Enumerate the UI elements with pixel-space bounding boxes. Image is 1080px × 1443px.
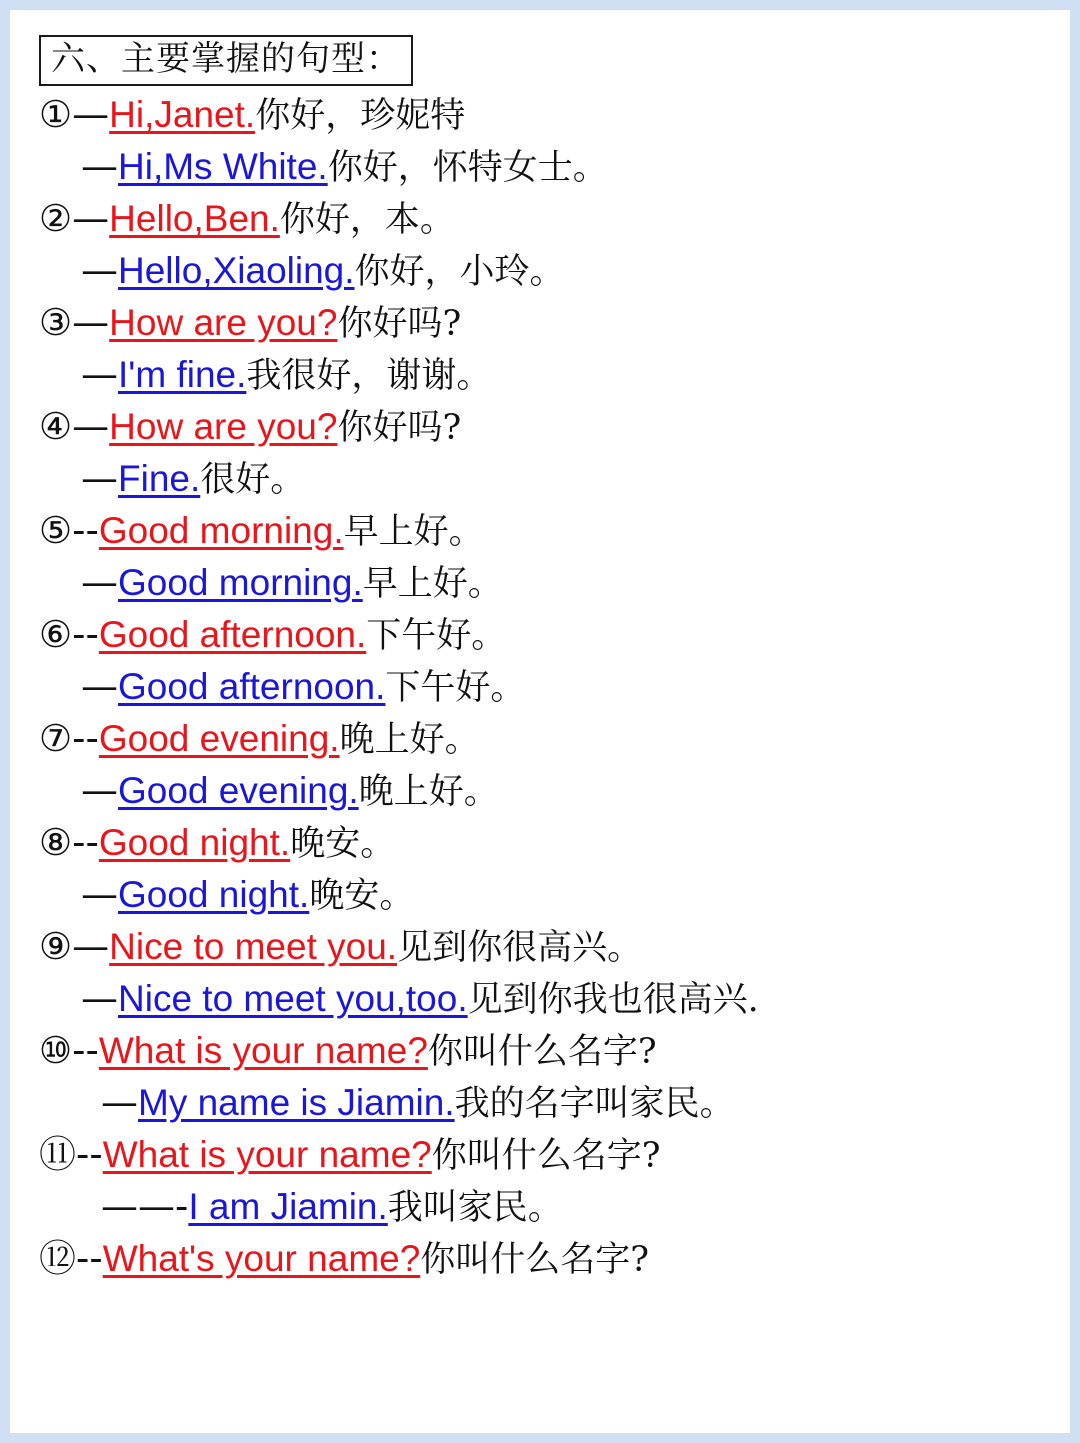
dialogue-dash: — [81, 249, 118, 293]
dialogue-dash: — [81, 561, 118, 605]
sentence-line [39, 561, 1041, 605]
dialogue-dash: -- [72, 1029, 99, 1073]
english-reply: Good evening. [118, 770, 359, 812]
sentence-line [39, 1185, 1041, 1229]
chinese-translation: 我很好，谢谢。 [246, 356, 492, 397]
sentence-line [39, 509, 1041, 553]
item-number: ⑫ [39, 1237, 76, 1281]
dialogue-dash: — [81, 145, 118, 189]
chinese-translation: 晚安。 [290, 824, 396, 865]
english-prompt: What is your name? [102, 1134, 432, 1176]
sentence-line [39, 769, 1041, 813]
chinese-translation: 你叫什么名字? [420, 1240, 650, 1281]
english-prompt: Hi,Janet. [109, 94, 256, 136]
dialogue-dash: — [72, 197, 110, 241]
dialogue-dash: — [81, 665, 118, 709]
english-prompt: Nice to meet you. [109, 926, 398, 968]
item-number: ⑤ [39, 509, 73, 553]
dialogue-dash: ——- [101, 1185, 189, 1229]
dialogue-dash: -- [76, 1133, 103, 1177]
sentence-line [39, 873, 1041, 917]
sentence-line [39, 665, 1041, 709]
item-number: ⑪ [39, 1133, 76, 1177]
dialogue-dash: — [72, 925, 110, 969]
item-number: ⑦ [39, 717, 73, 761]
page-title: 六、主要掌握的句型： [51, 39, 401, 79]
chinese-translation: 你好吗? [337, 408, 462, 449]
dialogue-dash: — [81, 873, 118, 917]
dialogue-dash: — [101, 1081, 138, 1125]
sentence-line [39, 1081, 1041, 1125]
sentence-line [39, 613, 1041, 657]
english-reply: Good morning. [118, 562, 363, 604]
english-reply: Nice to meet you,too. [118, 978, 468, 1020]
sentence-list [39, 93, 1041, 1281]
dialogue-dash: -- [72, 613, 99, 657]
sentence-line [39, 457, 1041, 501]
chinese-translation: 晚上好。 [339, 720, 480, 761]
chinese-translation: 你好，本。 [279, 200, 455, 241]
sentence-line [39, 197, 1041, 241]
item-number: ⑥ [39, 613, 73, 657]
sentence-line [39, 1133, 1041, 1177]
sentence-line [39, 301, 1041, 345]
sentence-line [39, 93, 1041, 137]
dialogue-dash: — [81, 353, 118, 397]
dialogue-dash: -- [72, 717, 99, 761]
english-prompt: What's your name? [102, 1238, 421, 1280]
chinese-translation: 下午好。 [385, 668, 526, 709]
chinese-translation: 我的名字叫家民。 [454, 1084, 735, 1125]
item-number: ⑨ [39, 925, 73, 969]
dialogue-dash: — [81, 457, 118, 501]
item-number: ⑧ [39, 821, 73, 865]
english-prompt: Good morning. [98, 510, 344, 552]
english-prompt: How are you? [109, 302, 338, 344]
dialogue-dash: — [81, 769, 118, 813]
chinese-translation: 下午好。 [366, 616, 507, 657]
english-reply: I'm fine. [118, 354, 247, 396]
sentence-line [39, 1029, 1041, 1073]
english-prompt: Good afternoon. [98, 614, 367, 656]
sentence-line [39, 353, 1041, 397]
chinese-translation: 我叫家民。 [387, 1188, 563, 1229]
sentence-line [39, 1237, 1041, 1281]
sentence-line [39, 925, 1041, 969]
sentence-line [39, 145, 1041, 189]
english-prompt: What is your name? [98, 1030, 428, 1072]
dialogue-dash: -- [72, 509, 99, 553]
chinese-translation: 你好，珍妮特 [255, 96, 466, 137]
chinese-translation: 早上好。 [362, 564, 503, 605]
english-prompt: Good night. [98, 822, 291, 864]
english-reply: My name is Jiamin. [138, 1082, 455, 1124]
dialogue-dash: — [81, 977, 118, 1021]
chinese-translation: 见到你我也很高兴. [467, 980, 759, 1021]
item-number: ⑩ [39, 1029, 73, 1073]
chinese-translation: 你叫什么名字? [431, 1136, 661, 1177]
dialogue-dash: -- [72, 821, 99, 865]
english-reply: I am Jiamin. [188, 1186, 388, 1228]
chinese-translation: 晚上好。 [358, 772, 499, 813]
item-number: ③ [39, 301, 73, 345]
dialogue-dash: — [72, 301, 110, 345]
chinese-translation: 你好，小玲。 [354, 252, 565, 293]
english-reply: Hello,Xiaoling. [118, 250, 355, 292]
sentence-line [39, 249, 1041, 293]
english-reply: Good night. [118, 874, 310, 916]
item-number: ② [39, 197, 73, 241]
english-reply: Hi,Ms White. [118, 146, 328, 188]
item-number: ④ [39, 405, 73, 449]
english-reply: Fine. [118, 458, 201, 500]
chinese-translation: 很好。 [200, 460, 306, 501]
english-reply: Good afternoon. [118, 666, 386, 708]
english-prompt: Good evening. [98, 718, 340, 760]
worksheet-sheet [10, 10, 1070, 1433]
item-number: ① [39, 93, 73, 137]
dialogue-dash: — [72, 405, 110, 449]
chinese-translation: 见到你很高兴。 [397, 928, 643, 969]
sentence-line [39, 977, 1041, 1021]
chinese-translation: 你好吗? [337, 304, 462, 345]
english-prompt: How are you? [109, 406, 338, 448]
dialogue-dash: -- [76, 1237, 103, 1281]
dialogue-dash: — [72, 93, 110, 137]
sentence-line [39, 405, 1041, 449]
english-prompt: Hello,Ben. [109, 198, 280, 240]
chinese-translation: 早上好。 [343, 512, 484, 553]
chinese-translation: 晚安。 [309, 876, 415, 917]
section-title-box [39, 35, 413, 86]
chinese-translation: 你叫什么名字? [427, 1032, 657, 1073]
sentence-line [39, 821, 1041, 865]
chinese-translation: 你好，怀特女士。 [327, 148, 608, 189]
sentence-line [39, 717, 1041, 761]
